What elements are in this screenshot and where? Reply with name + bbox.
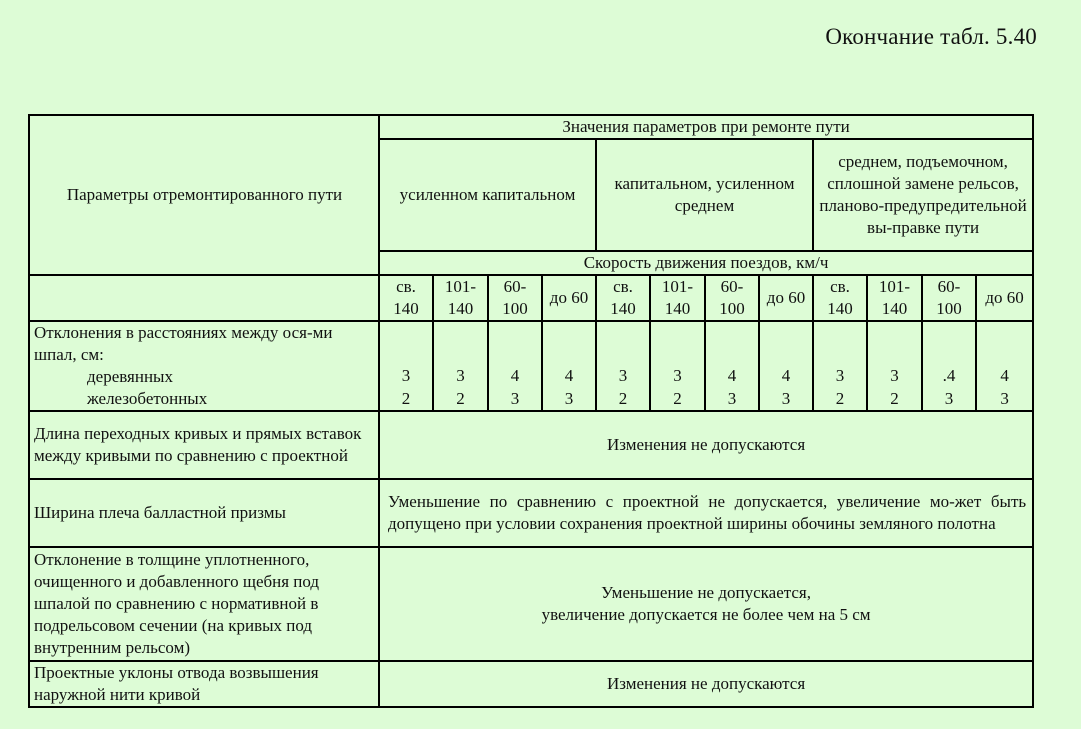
- row-label: Ширина плеча балластной призмы: [29, 479, 379, 547]
- value-concrete: 3: [944, 389, 954, 408]
- header-group-3: среднем, подъемочном, сплошной замене рельсов, планово-предупредительной вы-правке пути: [813, 139, 1033, 251]
- speed-cell-line: 140: [447, 299, 474, 318]
- table-caption: Окончание табл. 5.40: [825, 24, 1037, 49]
- row-value: Изменения не допускаются: [379, 411, 1033, 479]
- value-concrete: 2: [890, 389, 899, 408]
- speed-row-empty: [29, 275, 379, 321]
- value-cell: [705, 321, 759, 411]
- value-concrete: 3: [1000, 389, 1009, 408]
- header-group-1: усиленном капитальном: [379, 139, 596, 251]
- header-param-column: Параметры отремонтированного пути: [29, 115, 379, 275]
- row-sublabel-wood: деревянных: [87, 367, 173, 386]
- speed-cell: [379, 275, 433, 321]
- table-row: [29, 479, 1033, 547]
- speed-cell-line: св.: [396, 277, 416, 296]
- speed-cell-line: 100: [502, 299, 528, 318]
- speed-cell: [705, 275, 759, 321]
- value-wood: 3: [401, 366, 411, 385]
- speed-cell: [867, 275, 922, 321]
- value-cell: [433, 321, 488, 411]
- row-value-line-1: Уменьшение не допускается,: [601, 583, 811, 602]
- value-concrete: 3: [781, 389, 791, 408]
- speed-cell: [433, 275, 488, 321]
- speed-cell-line: 101-: [444, 277, 477, 296]
- speed-cell-line: до 60: [985, 288, 1024, 307]
- speed-cell-line: 60-: [720, 277, 744, 296]
- speed-cell-line: 101-: [661, 277, 694, 296]
- value-wood: 4: [510, 366, 520, 385]
- row-sublabel-concrete: железобетонных: [87, 389, 208, 408]
- value-wood: 3: [618, 366, 628, 385]
- speed-cell: [922, 275, 976, 321]
- value-cell: [542, 321, 596, 411]
- row-label: Отклонение в толщине уплотненного, очищенного и добавленного щебня под шпалой по сравнению с нормативной в подрельсовом сечении (на кривых под внутренним рельсом): [29, 547, 379, 661]
- value-cell: [813, 321, 867, 411]
- value-concrete: 3: [727, 389, 737, 408]
- table-row: [29, 321, 1033, 411]
- row-label: Проектные уклоны отвода возвышения наружной нити кривой: [29, 661, 379, 707]
- speed-cell-line: 100: [936, 299, 962, 318]
- speed-cell: [488, 275, 542, 321]
- value-concrete: 3: [510, 389, 520, 408]
- value-wood: .4: [942, 366, 956, 385]
- row-label: [29, 321, 379, 411]
- value-wood: 3: [456, 366, 465, 385]
- speed-cell-line: 60-: [937, 277, 961, 296]
- header-values-title: Значения параметров при ремонте пути: [379, 115, 1033, 139]
- value-cell: [759, 321, 813, 411]
- speed-cell: [542, 275, 596, 321]
- value-wood: 4: [1000, 366, 1009, 385]
- speed-cell-line: 60-: [503, 277, 527, 296]
- value-cell: [922, 321, 976, 411]
- speed-cell: [813, 275, 867, 321]
- speed-cell-line: 100: [719, 299, 745, 318]
- speed-cell-line: до 60: [766, 288, 806, 307]
- parameters-table: [28, 114, 1034, 708]
- row-value: [379, 547, 1033, 661]
- value-cell: [976, 321, 1033, 411]
- value-concrete: 2: [401, 389, 411, 408]
- value-wood: 4: [781, 366, 791, 385]
- value-wood: 4: [727, 366, 737, 385]
- row-label: Длина переходных кривых и прямых вставок между кривыми по сравнению с проектной: [29, 411, 379, 479]
- row-value: Изменения не допускаются: [379, 661, 1033, 707]
- speed-cell-line: до 60: [549, 288, 589, 307]
- row-value: Уменьшение по сравнению с проектной не допускается, увеличение мо-жет быть допущено при условии сохранения проектной ширины обочины земляного полотна: [379, 479, 1033, 547]
- speed-cell-line: 140: [827, 299, 853, 318]
- speed-cell: [976, 275, 1033, 321]
- value-cell: [867, 321, 922, 411]
- value-wood: 3: [835, 366, 845, 385]
- row-label-main: Отклонения в расстояниях между ося-ми шпал, см:: [34, 323, 333, 364]
- row-value-line-2: увеличение допускается не более чем на 5 см: [541, 605, 871, 624]
- table-row: [29, 411, 1033, 479]
- value-cell: [488, 321, 542, 411]
- speed-cell-line: св.: [613, 277, 633, 296]
- value-concrete: 2: [673, 389, 682, 408]
- value-cell: [596, 321, 650, 411]
- value-cell: [379, 321, 433, 411]
- value-cell: [650, 321, 705, 411]
- value-wood: 4: [564, 366, 574, 385]
- header-speed-title: Скорость движения поездов, км/ч: [379, 251, 1033, 275]
- value-concrete: 2: [456, 389, 465, 408]
- speed-cell-line: 140: [610, 299, 636, 318]
- value-wood: 3: [673, 366, 682, 385]
- value-concrete: 2: [618, 389, 628, 408]
- speed-cell-line: 140: [393, 299, 419, 318]
- speed-cell: [650, 275, 705, 321]
- table-row: [29, 547, 1033, 661]
- value-wood: 3: [890, 366, 899, 385]
- speed-cell-line: 140: [664, 299, 691, 318]
- speed-cell: [759, 275, 813, 321]
- value-concrete: 2: [835, 389, 845, 408]
- table-row: [29, 661, 1033, 707]
- value-concrete: 3: [564, 389, 574, 408]
- speed-row: [29, 275, 1033, 321]
- speed-cell: [596, 275, 650, 321]
- speed-cell-line: 101-: [878, 277, 911, 296]
- speed-cell-line: 140: [881, 299, 908, 318]
- header-group-2: капитальном, усиленном среднем: [596, 139, 813, 251]
- speed-cell-line: св.: [830, 277, 850, 296]
